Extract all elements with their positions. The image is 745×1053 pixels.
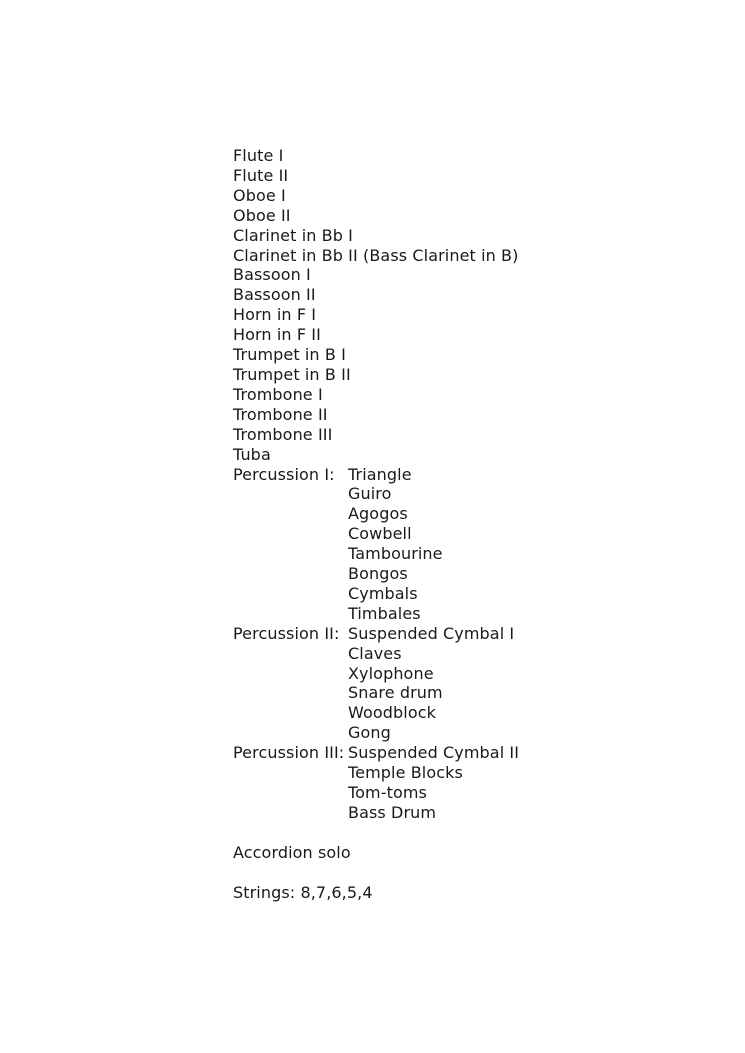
percussion-item: Woodblock bbox=[348, 703, 436, 723]
instrument-line: Oboe II bbox=[233, 205, 291, 225]
instrument-line: Trumpet in B II bbox=[233, 364, 351, 384]
percussion-item: Bongos bbox=[348, 564, 408, 584]
percussion-item: Cowbell bbox=[348, 524, 412, 544]
wind-brass-list bbox=[233, 146, 713, 465]
percussion-item: Gong bbox=[348, 723, 391, 743]
percussion-1-group bbox=[233, 465, 713, 624]
instrument-line: Trombone III bbox=[233, 424, 333, 444]
percussion-items bbox=[348, 743, 519, 823]
percussion-item: Guiro bbox=[348, 484, 392, 504]
instrument-line: Trombone II bbox=[233, 404, 328, 424]
percussion-item: Timbales bbox=[348, 603, 421, 623]
instrument-line: Tuba bbox=[233, 444, 271, 464]
percussion-items bbox=[348, 624, 514, 743]
strings-line: Strings: 8,7,6,5,4 bbox=[233, 882, 373, 902]
percussion-item: Tom-toms bbox=[348, 783, 427, 802]
percussion-label: Percussion III: bbox=[233, 743, 345, 763]
instrument-line: Oboe I bbox=[233, 185, 286, 205]
instrument-line: Horn in F II bbox=[233, 325, 321, 345]
percussion-item: Snare drum bbox=[348, 683, 443, 703]
percussion-item: Cymbals bbox=[348, 583, 418, 603]
percussion-3-group bbox=[233, 743, 713, 823]
percussion-item: Agogos bbox=[348, 504, 408, 524]
percussion-label: Percussion I: bbox=[233, 464, 335, 484]
instrument-line: Flute I bbox=[233, 146, 284, 165]
percussion-items bbox=[348, 465, 443, 624]
percussion-2-group bbox=[233, 624, 713, 743]
instrument-line: Clarinet in Bb I bbox=[233, 225, 353, 245]
percussion-item: Suspended Cymbal I bbox=[348, 623, 515, 643]
percussion-label: Percussion II: bbox=[233, 623, 340, 643]
instrument-line: Trumpet in B I bbox=[233, 345, 346, 365]
instrument-line: Horn in F I bbox=[233, 305, 317, 325]
instrument-line: Flute II bbox=[233, 165, 289, 185]
percussion-item: Suspended Cymbal II bbox=[348, 743, 520, 763]
percussion-item: Tambourine bbox=[348, 544, 443, 564]
percussion-item: Claves bbox=[348, 643, 402, 663]
instrumentation-list bbox=[233, 146, 713, 902]
instrument-line: Trombone I bbox=[233, 384, 323, 404]
instrument-line: Bassoon I bbox=[233, 265, 311, 285]
percussion-item: Triangle bbox=[348, 464, 412, 484]
spacer bbox=[233, 863, 713, 883]
instrument-line: Clarinet in Bb II (Bass Clarinet in B) bbox=[233, 245, 519, 265]
percussion-item: Bass Drum bbox=[348, 802, 437, 822]
instrument-line: Bassoon II bbox=[233, 285, 316, 305]
solo-line: Accordion solo bbox=[233, 842, 351, 862]
spacer bbox=[233, 823, 713, 843]
percussion-item: Temple Blocks bbox=[348, 763, 463, 783]
percussion-item: Xylophone bbox=[348, 663, 434, 683]
